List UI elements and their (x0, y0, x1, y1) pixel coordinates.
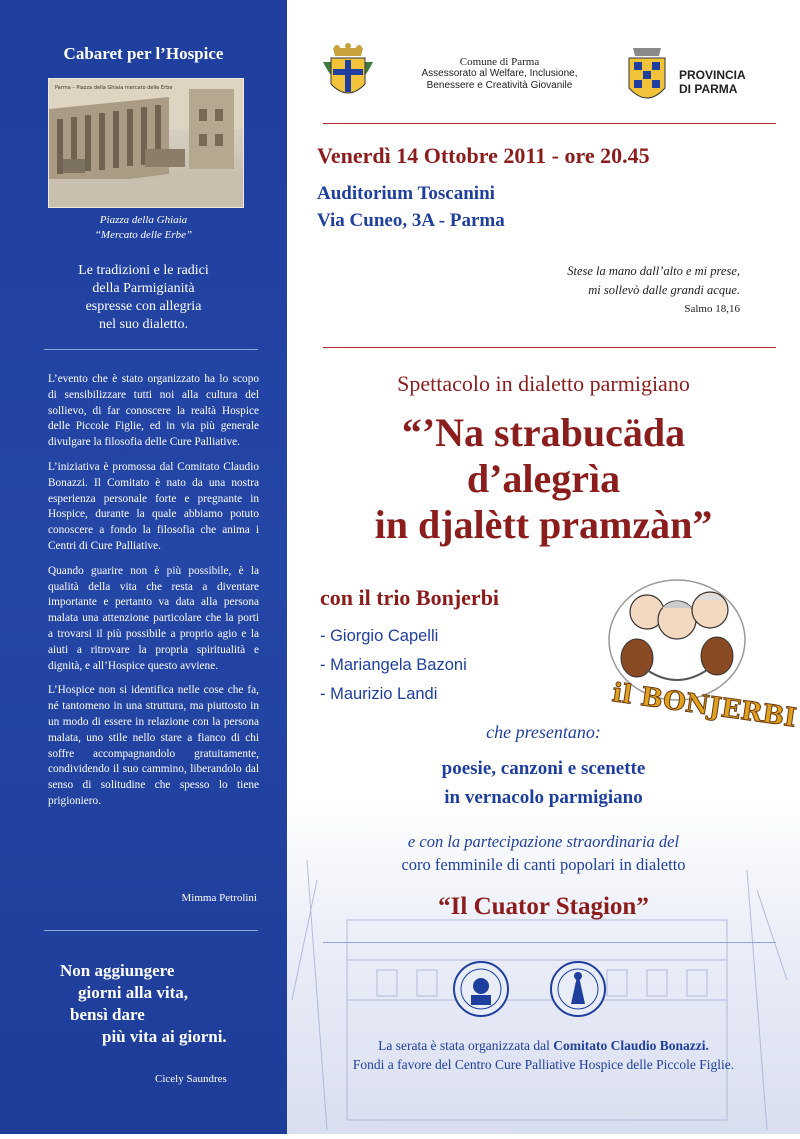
comune-parma-crest-icon (317, 42, 379, 112)
sidebar-title: Cabaret per l’Hospice (63, 44, 224, 63)
divider (323, 942, 776, 943)
venue-name: Auditorium Toscanini (317, 183, 495, 204)
member-item: - Mariangela Bazoni (320, 656, 467, 674)
provincia-line: DI PARMA (679, 82, 738, 96)
presentano-text: che presentano: (486, 722, 601, 742)
tradizioni-line: della Parmigianità (92, 281, 195, 296)
quote-line: giorni alla vita, (78, 983, 189, 1002)
caption-line-2: “Mercato delle Erbe” (94, 229, 193, 241)
poesie-text (287, 754, 800, 812)
show-subtitle: Spettacolo in dialetto parmigiano (397, 371, 690, 396)
intro-text (48, 372, 259, 819)
caption-line-1: Piazza della Ghiaia (99, 214, 188, 226)
event-venue (317, 180, 505, 234)
tradizioni-text (0, 262, 287, 334)
venue-address: Via Cuneo, 3A - Parma (317, 210, 505, 231)
salmo-quote (440, 262, 740, 319)
photo-overprint: Parma – Piazza della Ghiaia mercato delle Erbe (55, 85, 173, 91)
comune-text (417, 56, 582, 92)
bonjerbi-logo-icon (592, 570, 799, 734)
member-item: - Giorgio Capelli (320, 627, 439, 645)
partecipazione-text (287, 830, 800, 876)
comitato-seal-icon (452, 960, 510, 1018)
event-date: Venerdì 14 Ottobre 2011 - ore 20.45 (317, 143, 650, 168)
tradizioni-line: Le tradizioni e le radici (78, 263, 209, 278)
photo-caption (0, 213, 287, 243)
poesie-line: poesie, canzoni e scenette (441, 758, 646, 779)
footer-line-2: Fondi a favore del Centro Cure Palliative Hospice delle Piccole Figlie. (352, 1057, 735, 1072)
provincia-text (679, 68, 746, 96)
signature-saundres: Cicely Saundres (155, 1073, 227, 1085)
poesie-line: in vernacolo parmigiano (444, 787, 643, 808)
paragraph: L’Hospice non si identifica nelle cose che fa, né tantomeno in una struttura, ma piuttosto in un modo di essere in relazione con la persona malata, uno stile nello stare a fianco di chi soffre accompagnandolo gratuitamente, condividendo il suo cammino, liberandolo dal senso di solitudine che spesso lo tiene prigioniero. (48, 684, 259, 807)
quote-line: più vita ai giorni. (102, 1027, 227, 1046)
sidebar (0, 0, 287, 1134)
title-line: d’alegrìa (466, 456, 621, 501)
tradizioni-line: espresse con allegria (85, 299, 202, 314)
title-line: in djalètt pramzàn” (374, 502, 713, 547)
tradizioni-line: nel suo dialetto. (98, 317, 189, 332)
paragraph: L’iniziativa è promossa dal Comitato Claudio Bonazzi. Il Comitato è nato da una nostra esperienza personale forte e pregnante in Hospice, durante la quale abbiamo potuto conoscere a fondo la filosofia che anima i Centri di Cure Palliative. (48, 460, 259, 552)
divider (323, 123, 776, 124)
divider (323, 347, 776, 348)
title-line: “’Na strabucäda (401, 410, 686, 455)
logo-text: il BONJERBI (610, 678, 799, 734)
provincia-line: PROVINCIA (679, 68, 746, 82)
footer-comitato: Comitato Claudio Bonazzi. (553, 1038, 709, 1053)
partecipazione-line: coro femminile di canti popolari in dialetto (401, 855, 686, 874)
footer-line-1 (287, 1036, 800, 1055)
signature-petrolini: Mimma Petrolini (181, 892, 257, 904)
members-list (320, 622, 467, 709)
coro-name: “Il Cuator Stagion” (438, 893, 649, 920)
header-logos (317, 42, 777, 112)
comune-dept: Benessere e Creatività Giovanile (426, 80, 573, 91)
salmo-reference: Salmo 18,16 (684, 303, 740, 315)
paragraph: L’evento che è stato organizzato ha lo scopo di sensibilizzare tutti noi alla cultura del sollievo, di far conoscere la realtà Hospice delle Piccole Figlie, ed in via più generale divulgare la filosofia delle Cure Palliative. (48, 373, 259, 449)
show-title (287, 410, 800, 548)
divider (44, 349, 258, 350)
main-content (287, 0, 800, 1134)
salmo-line: mi sollevò dalle grandi acque. (588, 283, 740, 297)
quote-line: Non aggiungere (60, 961, 175, 980)
market-illustration (49, 79, 243, 207)
comune-dept: Assessorato al Welfare, Inclusione, (421, 68, 578, 79)
trio-heading: con il trio Bonjerbi (320, 585, 500, 610)
footer-pre: La serata è stata organizzata dal (378, 1038, 554, 1053)
divider (44, 930, 258, 931)
paragraph: Quando guarire non è più possibile, è la qualità della vita che resta a diventare importante e pertanto va data alla persona malata una attenzione particolare che la porti a trovarsi il più possibile a proprio agio e la aiuti a ritrovare la propria spiritualità e dignità, e all’Hospice questo avviene. (48, 564, 259, 672)
comune-name: Comune di Parma (459, 56, 540, 68)
partecipazione-line: e con la partecipazione straordinaria del (407, 832, 680, 851)
salmo-line: Stese la mano dall’alto e mi prese, (567, 264, 740, 278)
provincia-parma-crest-icon (625, 44, 669, 110)
historic-photo (48, 78, 244, 208)
quote-line: bensì dare (70, 1005, 145, 1024)
footer (287, 1036, 800, 1074)
saunders-quote (60, 960, 227, 1048)
hospice-seal-icon (549, 960, 607, 1018)
member-item: - Maurizio Landi (320, 685, 438, 703)
